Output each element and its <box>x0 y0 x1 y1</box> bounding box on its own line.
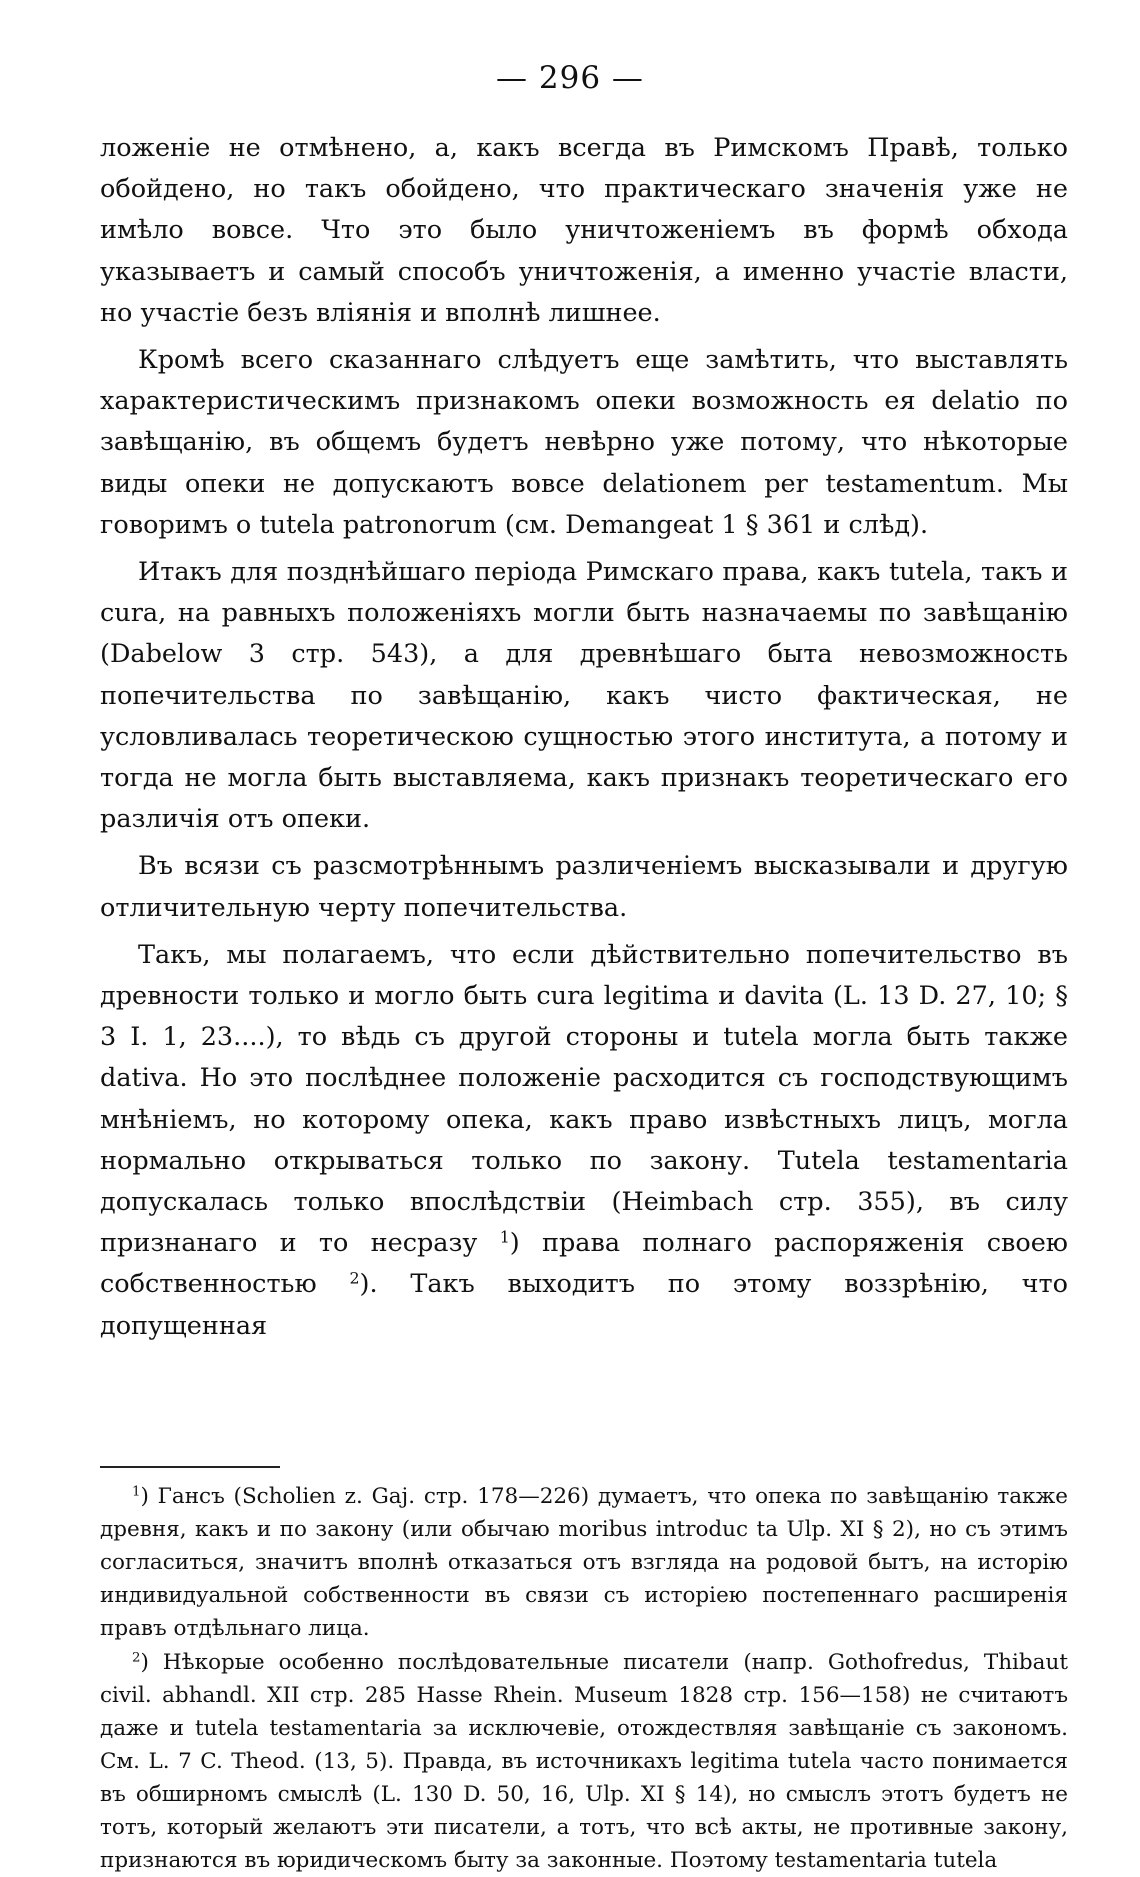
paragraph: Кромѣ всего сказаннаго слѣдуетъ еще замѣтить, что выставлять характеристическимъ признакомъ опеки возможность ея delatio по завѣщанію, въ общемъ будетъ невѣрно уже потому, что нѣкоторые виды опеки не допускаютъ вовсе delationem per testamentum. Мы говоримъ о tutela patronorum (см. Demangeat 1 § 361 и слѣд). <box>100 345 1068 540</box>
footnote-text: ) Нѣкорые особенно послѣдовательные писатели (напр. Gothofredus, Thibaut civil. abhandl. XII стр. 285 Hasse Rhein. Museum 1828 стр. 156—158) не считаютъ даже и tutela testamentaria за исключевіе, отождествляя завѣщаніе съ закономъ. См. L. 7 C. Theod. (13, 5). Правда, въ источникахъ legitima tutela часто понимается въ обширномъ смыслѣ (L. 130 D. 50, 16, Ulp. XI § 14), но смыслъ этотъ будетъ не тотъ, который желаютъ эти писатели, а тотъ, что всѣ акты, не противные закону, признаются въ юридическомъ быту за законные. Поэтому testamentaria tutela <box>100 1650 1068 1873</box>
footnote-1 <box>100 1480 1068 1645</box>
footnote-marker: 2 <box>132 1650 141 1666</box>
paragraph-text: ) права полнаго распоряженія своею собственностью <box>100 1228 1068 1300</box>
paragraph: Въ всязи съ разсмотрѣннымъ различеніемъ высказывали и другую отличительную черту попечительства. <box>100 851 1068 923</box>
paragraph-with-footnote-refs <box>100 935 1068 1347</box>
paragraph-text: Такъ, мы полагаемъ, что если дѣйствительно попечительство въ древности только и могло быть cura legitima и davita (L. 13 D. 27, 10; § 3 I. 1, 23....), то вѣдь съ другой стороны и tutela могла быть также dativa. Но это послѣднее положеніе расходится съ господствующимъ мнѣніемъ, но которому опека, какъ право извѣстныхъ лицъ, могла нормально открываться только по закону. Tutela testamentaria допускалась только впослѣдствіи (Heimbach стр. 355), въ силу признанаго и то несразу <box>100 939 1068 1259</box>
paragraph-continuation: ложеніе не отмѣнено, а, какъ всегда въ Римскомъ Правѣ, только обойдено, но такъ обойдено, что практическаго значенія уже не имѣло вовсе. Что это было уничтоженіемъ въ формѣ обхода указываетъ и самый способъ уничтоженія, а именно участіе власти, но участіе безъ вліянія и вполнѣ лишнее. <box>100 133 1068 328</box>
paragraph-text: ). Такъ выходитъ по этому воззрѣнію, что допущенная <box>100 1269 1069 1341</box>
main-text <box>100 128 1068 1347</box>
footnote-ref-1[interactable]: 1 <box>499 1227 510 1247</box>
footnote-text: ) Гансъ (Scholien z. Gaj. стр. 178—226) думаетъ, что опека по завѣщанію также древня, какъ и по закону (или обычаю moribus introduc ta Ulp. XI § 2), но съ этимъ согласиться, значитъ вполнѣ отказаться отъ взгляда на родовой бытъ, на исторію индивидуальной собственности въ связи съ исторіею постепеннаго расширенія правъ отдѣльнаго лица. <box>100 1484 1068 1641</box>
footnotes <box>100 1480 1068 1877</box>
paragraph: Итакъ для позднѣйшаго періода Римскаго права, какъ tutela, такъ и cura, на равныхъ положеніяхъ могли быть назначаемы по завѣщанію (Dabelow 3 стр. 543), а для древнѣшаго быта невозможность попечительства по завѣщанію, какъ чисто фактическая, не условливалась теоретическою сущностью этого института, а потому и тогда не могла быть выставляема, какъ признакъ теоретическаго его различія отъ опеки. <box>100 557 1068 835</box>
footnote-2 <box>100 1646 1068 1877</box>
footnote-ref-2[interactable]: 2 <box>349 1268 360 1288</box>
page-number: — 296 — <box>496 60 644 96</box>
footnote-marker: 1 <box>132 1484 141 1500</box>
footnote-divider <box>100 1466 280 1468</box>
